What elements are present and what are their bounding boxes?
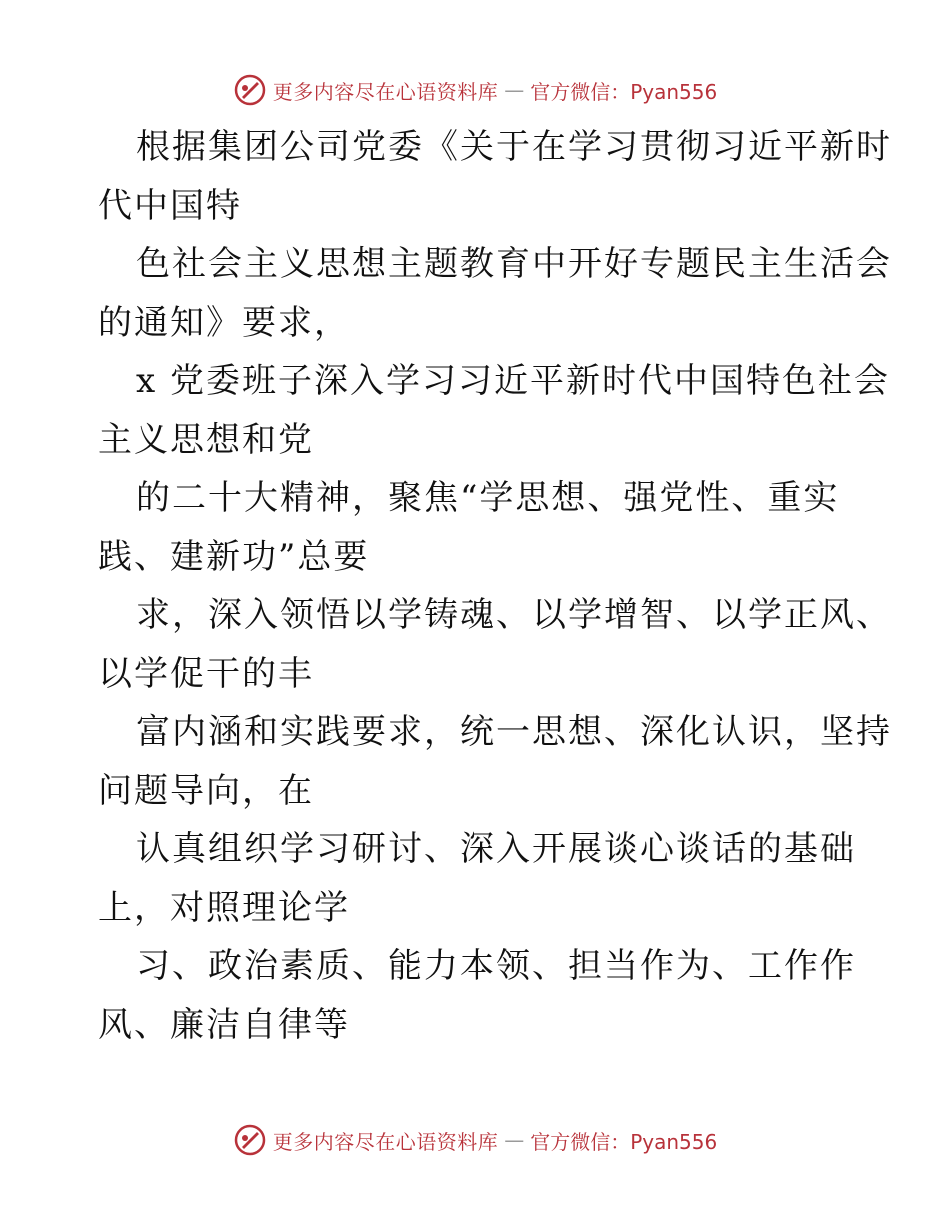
header-contact-text: 官方微信：Pyan556 bbox=[530, 79, 718, 104]
paragraph-line: 色社会主义思想主题教育中开好专题民主生活会 bbox=[136, 244, 892, 284]
quill-pen-logo-icon bbox=[233, 1123, 267, 1157]
quill-pen-logo-icon bbox=[233, 73, 267, 107]
paragraph-line: 富内涵和实践要求，统一思想、深化认识，坚持 bbox=[136, 712, 892, 752]
paragraph-line: 上，对照理论学 bbox=[98, 887, 350, 928]
footer-contact-text: 官方微信：Pyan556 bbox=[530, 1129, 718, 1154]
paragraph-line: 求，深入领悟以学铸魂、以学增智、以学正风、 bbox=[136, 595, 892, 635]
paragraph-line: 的通知》要求， bbox=[98, 302, 350, 343]
paragraph-line: 习、政治素质、能力本领、担当作为、工作作 bbox=[136, 946, 856, 986]
paragraph-line: 风、廉洁自律等 bbox=[98, 1004, 350, 1045]
footer-dash: — bbox=[504, 1128, 525, 1152]
paragraph-line: 主义思想和党 bbox=[98, 419, 314, 460]
paragraph-line: 的二十大精神，聚焦“学思想、强党性、重实 bbox=[136, 478, 840, 518]
paragraph-line: 根据集团公司党委《关于在学习贯彻习近平新时 bbox=[136, 127, 892, 167]
footer-banner bbox=[0, 1120, 950, 1160]
paragraph-line: 问题导向，在 bbox=[98, 770, 314, 811]
paragraph-line: 认真组织学习研讨、深入开展谈心谈话的基础 bbox=[136, 829, 856, 869]
paragraph-line: 代中国特 bbox=[98, 185, 242, 226]
paragraph-line: 以学促干的丰 bbox=[98, 653, 314, 694]
header-promo-text: 更多内容尽在心语资料库 bbox=[272, 79, 499, 104]
header-dash: — bbox=[504, 78, 525, 102]
footer-promo-text: 更多内容尽在心语资料库 bbox=[272, 1129, 499, 1154]
header-banner bbox=[0, 70, 950, 110]
document-body bbox=[98, 118, 892, 1054]
paragraph-line: 践、建新功”总要 bbox=[98, 536, 370, 577]
paragraph-line: x 党委班子深入学习习近平新时代中国特色社会 bbox=[136, 361, 890, 401]
